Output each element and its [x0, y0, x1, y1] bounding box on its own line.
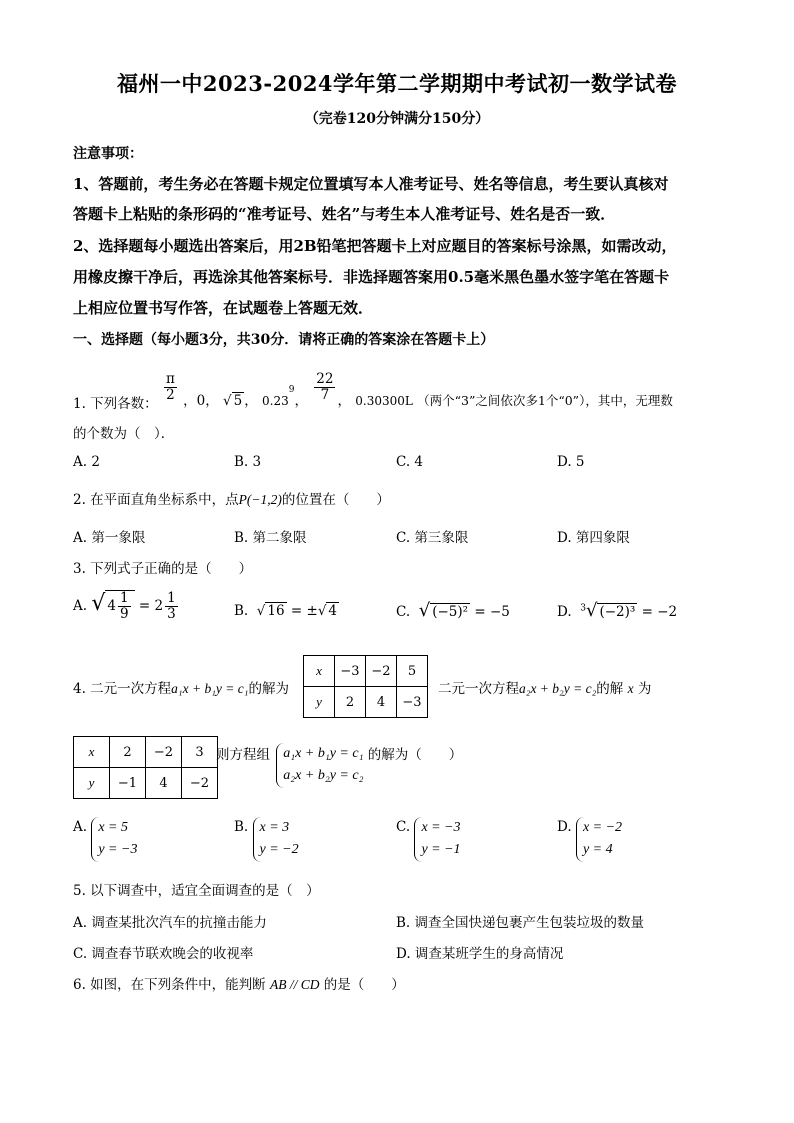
- section-heading: 一、选择题（每小题3分，共30分．请将正确的答案涂在答题卡上）: [73, 332, 495, 348]
- question-2: 2. 在平面直角坐标系中，点P(−1,2)的位置在（ ）: [73, 492, 390, 508]
- q4-table-1: [303, 655, 428, 718]
- q1-option-d: D. 5: [557, 454, 585, 470]
- table-row: x −3 −2 5: [304, 656, 428, 687]
- q4-option-a: A. x = 5 y = −3: [73, 817, 137, 862]
- q3-option-a: A. √ 4 $\frac{1}{9}$ = 2 $\frac{1}{3}$: [73, 590, 176, 622]
- q1-long-number: 0.30300L: [355, 393, 413, 408]
- q4-sys-eq2: a₂x + b₂y = c₂: [283, 768, 364, 784]
- q2-option-b: B. 第二象限: [234, 530, 307, 546]
- q5-option-b: B. 调查全国快递包裹产生包装垃圾的数量: [396, 915, 645, 931]
- q3-option-b: B. √ 16 = ±√ 4: [234, 603, 338, 619]
- question-6: 6. 如图，在下列条件中，能判断 AB // CD 的是（ ）: [73, 977, 405, 993]
- q5-option-c: C. 调查春节联欢晚会的收视率: [73, 946, 254, 962]
- q2-option-c: C. 第三象限: [396, 530, 469, 546]
- notice-item2-line1: 2、选择题每小题选出答案后，用2B铅笔把答题卡上对应题目的答案标号涂黑，如需改动，: [73, 237, 677, 255]
- q1-option-b: B. 3: [234, 454, 262, 470]
- q5-option-d: D. 调查某班学生的身高情况: [396, 946, 564, 962]
- question-3: 3. 下列式子正确的是（ ）: [73, 561, 253, 577]
- table-row: y −1 4 −2: [74, 768, 218, 799]
- q4-option-b: B. x = 3 y = −2: [234, 817, 299, 862]
- notice-item1-line2: 答题卡上粘贴的条形码的“准考证号、姓名”与考生本人准考证号、姓名是否一致．: [73, 205, 616, 223]
- q4-option-c: C. x = −3 y = −1: [396, 817, 461, 862]
- q4-intro: 4. 二元一次方程a₁x + b₁y = c₁的解为: [73, 681, 289, 697]
- q5-option-a: A. 调查某批次汽车的抗撞击能力: [73, 915, 267, 931]
- notice-item1-line1: 1、答题前，考生务必在答题卡规定位置填写本人准考证号、姓名等信息，考生要认真核对: [73, 175, 669, 193]
- q4-intro-2: 二元一次方程a₂x + b₂y = c₂的解 x 为: [438, 681, 652, 697]
- q1-zero: 0: [196, 392, 206, 409]
- notice-item2-line2: 用橡皮擦干净后，再选涂其他答案标号．非选择题答案用0.5毫米黑色墨水签字笔在答题卡: [73, 268, 670, 286]
- q1-frac-22-7: $\frac{22}{7}$: [316, 371, 334, 403]
- page-subtitle: （完卷120分钟满分150分）: [304, 111, 490, 127]
- q1-note: （两个“3”之间依次多1个“0”），其中，无理数: [417, 392, 673, 408]
- q4-eq2: a₂x + b₂y = c₂: [519, 681, 597, 696]
- q1-repeating: 0.23$^9$: [262, 384, 295, 408]
- q1-option-a: A. 2: [73, 454, 100, 470]
- q4-system: 则方程组 a₁x + b₁y = c₁ a₂x + b₂y = c₂ 的解为（ ）: [216, 743, 462, 788]
- q2-option-a: A. 第一象限: [73, 530, 146, 546]
- q1-line2: 的个数为（ ）．: [73, 426, 175, 442]
- question-5: 5. 以下调查中，适宜全面调查的是（ ）: [73, 883, 320, 899]
- notice-item2-line3: 上相应位置书写作答，在试题卷上答题无效．: [73, 299, 374, 317]
- q4-eq1: a₁x + b₁y = c₁: [171, 681, 249, 696]
- page-title: 福州一中2023-2024学年第二学期期中考试初一数学试卷: [116, 71, 678, 96]
- question-1: 1. 下列各数： $\frac{\pi}{2}$ ，0， √ 5 ， 0.23$^9$， $\frac{22}{7}$ ， 0.30300L （两个“3”之间依次多1个“0”），其中，无理数: [73, 371, 673, 412]
- q6-relation: AB // CD: [269, 977, 320, 992]
- notice-heading: 注意事项：: [73, 146, 143, 162]
- q3-option-c: C. √ (−5)² = −5: [396, 600, 510, 621]
- q4-sys-eq1: a₁x + b₁y = c₁: [283, 746, 364, 761]
- q1-frac-pi: $\frac{\pi}{2}$: [165, 371, 175, 403]
- q2-point: P(−1,2): [238, 492, 282, 507]
- q1-prefix: 1. 下列各数：: [73, 395, 158, 412]
- q1-option-c: C. 4: [396, 454, 424, 470]
- q4-option-d: D. x = −2 y = 4: [557, 817, 622, 862]
- q3-option-d: D. $^3$√ (−2)³ = −2: [557, 600, 678, 621]
- q1-sqrt5: 5: [233, 392, 243, 409]
- table-row: x 2 −2 3: [74, 737, 218, 768]
- q2-option-d: D. 第四象限: [557, 530, 630, 546]
- q4-table-2: [73, 736, 218, 799]
- table-row: y 2 4 −3: [304, 687, 428, 718]
